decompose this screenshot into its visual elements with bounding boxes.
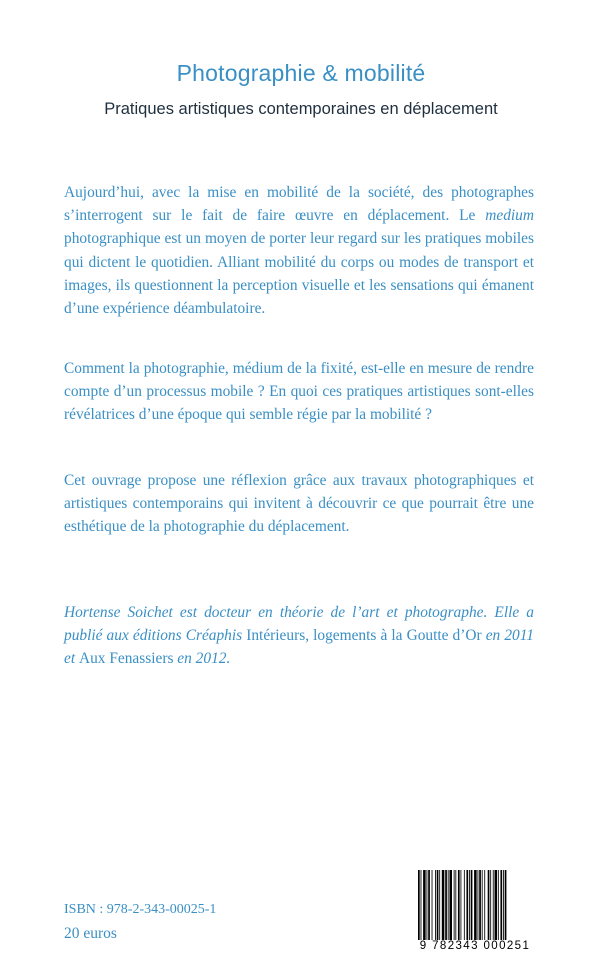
barcode-bar: [439, 870, 440, 942]
barcode-bar: [474, 870, 477, 942]
barcode-bar: [448, 870, 449, 942]
barcode-bar: [469, 870, 470, 942]
blurb-paragraph-2: Comment la photographie, médium de la fixité, est-elle en mesure de rendre compte d’un processus mobile ? En quoi ces pratiques artistiques sont-elles révélatrices d’une époque qui semble régie par la mobilité ?: [64, 360, 534, 424]
isbn-text: ISBN : 978-2-343-00025-1: [64, 902, 217, 917]
barcode-bar: [484, 870, 485, 942]
barcode-bar: [454, 870, 455, 942]
barcode-bar: [427, 870, 428, 942]
book-subtitle: Pratiques artistiques contemporaines en déplacement: [104, 100, 498, 118]
barcode-digits: 9 782343 000251: [414, 940, 536, 952]
author-bio: [64, 601, 534, 671]
barcode-bar: [435, 870, 436, 942]
barcode-bar: [428, 870, 430, 942]
barcode: [414, 870, 536, 955]
barcode-bar: [437, 870, 439, 942]
barcode-bar: [488, 870, 490, 942]
barcode-bar: [432, 870, 433, 942]
barcode-bar: [498, 870, 499, 942]
author-bio-book-1: Intérieurs, logements à la Goutte d’Or: [246, 627, 482, 645]
barcode-bar: [503, 870, 504, 942]
barcode-bar: [495, 870, 498, 942]
blurb-paragraph-1-part-c: photographique est un moyen de porter leur regard sur les pratiques mobiles qui dictent le quotidien. Alliant mobilité du corps ou modes de transport et images, ils questionnent la perception visuelle et les sensations qui émanent d’une expérience déambulatoire.: [64, 230, 534, 318]
blurb-paragraph-1-part-a: Aujourd’hui, avec la mise en mobilité de la société, des photographes s’interrogent sur le fait de faire œuvre en déplacement. Le: [64, 184, 534, 225]
blurb-paragraph-3: Cet ouvrage propose une réflexion grâce aux travaux photographiques et artistiques contemporains qui invitent à découvrir ce que pourrait être une esthétique de la photographie du déplacement.: [64, 472, 534, 536]
barcode-bar: [449, 870, 452, 942]
barcode-bar: [490, 870, 491, 942]
barcode-bar: [421, 870, 422, 942]
barcode-bar: [493, 870, 494, 942]
book-title: Photographie & mobilité: [176, 60, 426, 86]
barcode-bar: [455, 870, 456, 942]
barcode-bar: [466, 870, 468, 942]
blurb-paragraph-1: [64, 181, 534, 320]
barcode-bar: [423, 870, 426, 942]
barcode-bar: [442, 870, 445, 942]
barcode-bar: [500, 870, 502, 942]
author-bio-part-a: Hortense Soichet est docteur en théorie de l’art et photographe. Elle a publié aux éditions Créaphis: [64, 604, 534, 645]
barcode-bar: [445, 870, 447, 942]
barcode-bar: [505, 870, 507, 942]
barcode-bar: [464, 870, 465, 942]
barcode-bar: [478, 870, 479, 942]
barcode-bar: [461, 870, 462, 942]
barcode-bar: [482, 870, 483, 942]
blurb-paragraph-1-emphasis: medium: [485, 207, 534, 225]
barcode-bar: [471, 870, 473, 942]
price-text: 20 euros: [64, 925, 117, 942]
author-bio-book-2: Aux Fenassiers: [78, 650, 174, 668]
author-bio-part-c: en 2011 et: [64, 627, 534, 668]
barcode-bar: [458, 870, 460, 942]
author-bio-part-e: en 2012.: [173, 650, 231, 668]
barcode-bar: [479, 870, 481, 942]
barcode-bars: [414, 870, 536, 942]
barcode-bar: [418, 870, 420, 942]
